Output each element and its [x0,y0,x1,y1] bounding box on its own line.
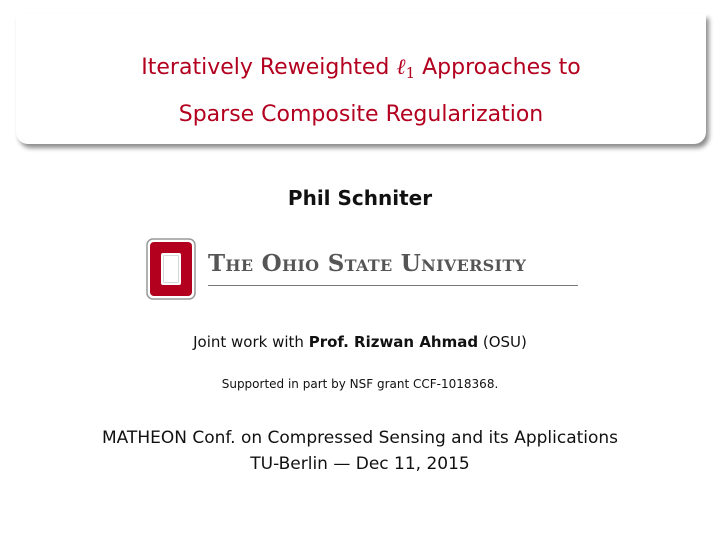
venue-line-1: MATHEON Conf. on Compressed Sensing and its Applications [101,428,619,448]
ell-subscript: 1 [405,64,416,82]
osu-block-o-logo [146,238,196,300]
venue [0,425,720,477]
university-underline [208,285,578,286]
collaborator-name: Prof. Rizwan Ahmad [308,333,479,351]
venue-line-2: TU-Berlin — Dec 11, 2015 [250,454,470,474]
author-name: Phil Schniter [287,186,433,210]
title-line-1 [16,54,706,80]
joint-prefix: Joint work with [193,333,309,351]
title-box [16,14,706,144]
title-line-2: Sparse Composite Regularization [178,102,544,127]
joint-suffix: (OSU) [478,333,527,351]
title-text-after: Approaches to [415,55,581,80]
ell-symbol: ℓ [396,55,406,80]
joint-work-line [0,333,720,351]
funding-note: Supported in part by NSF grant CCF-1018368. [221,377,499,391]
university-name: The Ohio State University [208,250,527,277]
title-text-before: Iteratively Reweighted [141,55,397,80]
